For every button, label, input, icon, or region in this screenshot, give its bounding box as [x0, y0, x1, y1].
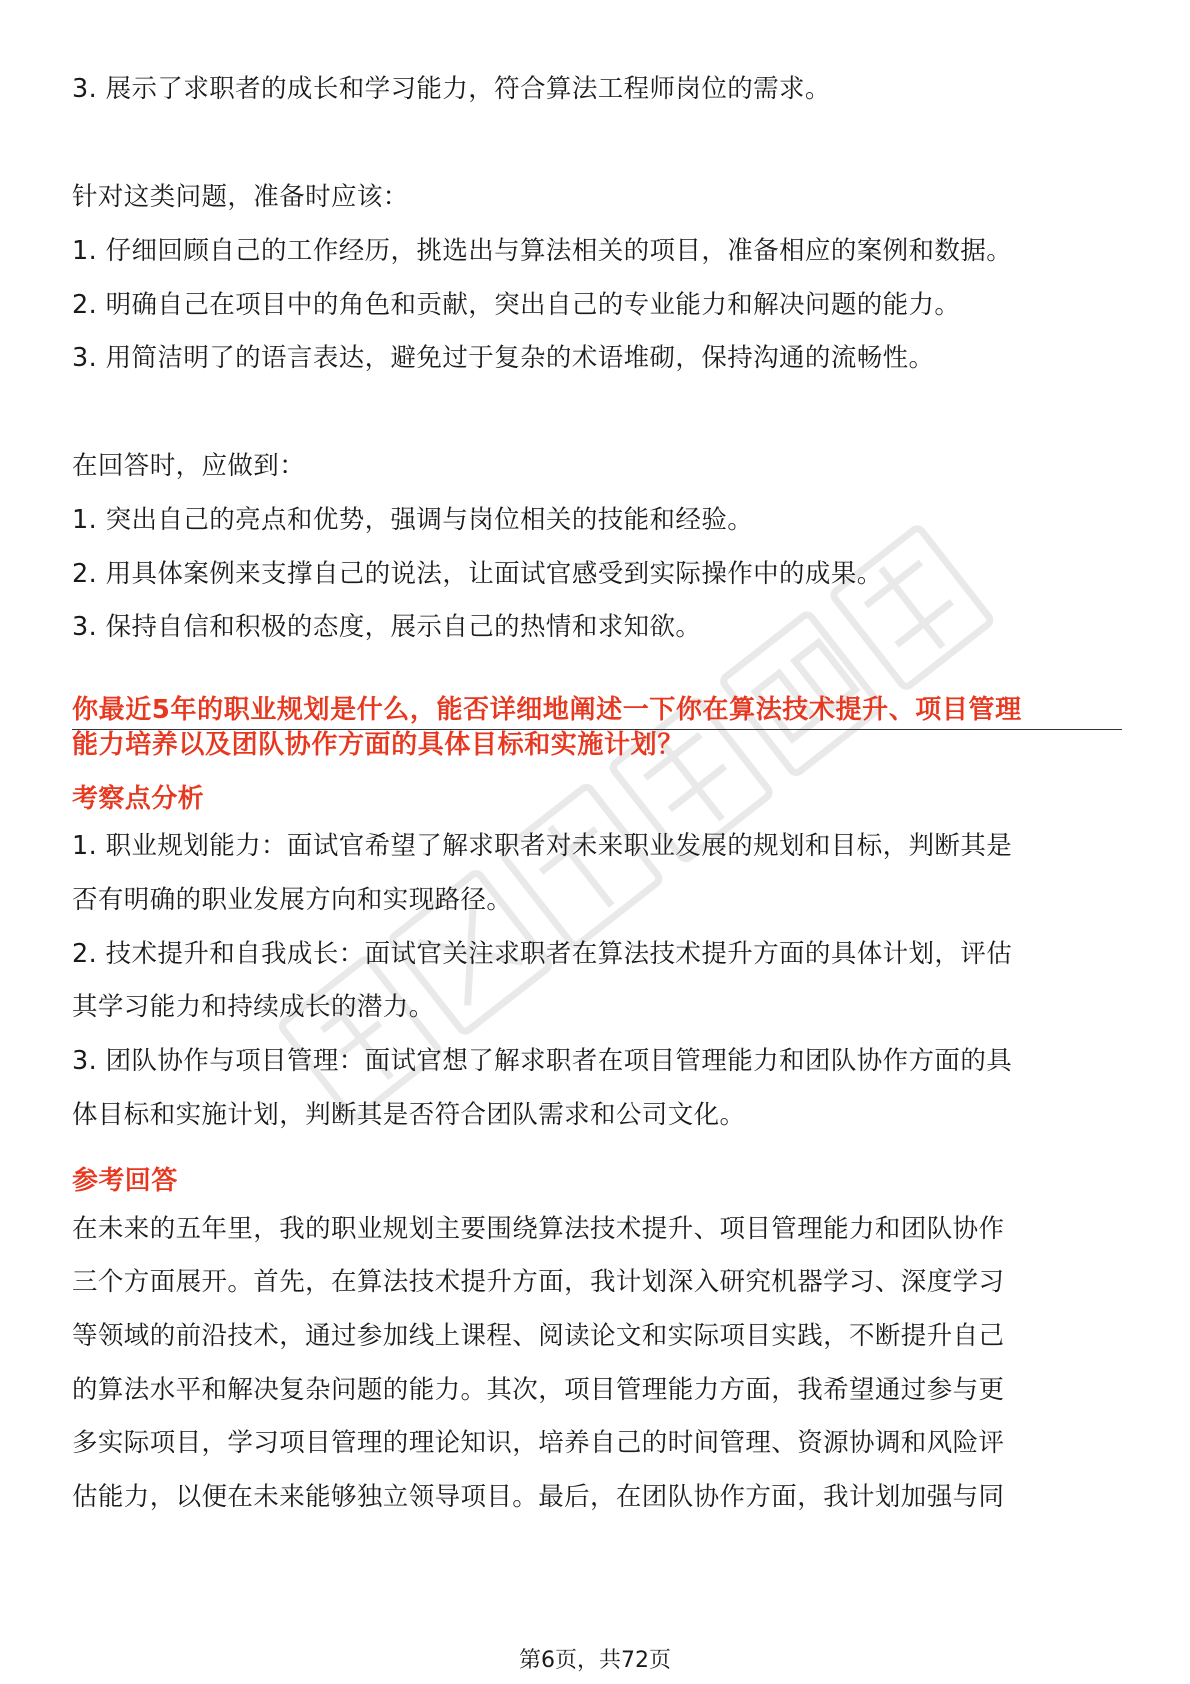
prep-item: 3. 用简洁明了的语言表达，避免过于复杂的术语堆砌，保持沟通的流畅性。 — [72, 343, 935, 373]
page-number: 第6页，共72页 — [519, 1648, 671, 1673]
intro-item: 3. 展示了求职者的成长和学习能力，符合算法工程师岗位的需求。 — [72, 74, 831, 104]
prep-item: 2. 明确自己在项目中的角色和贡献，突出自己的专业能力和解决问题的能力。 — [72, 290, 961, 320]
analysis-line: 1. 职业规划能力：面试官希望了解求职者对未来职业发展的规划和目标，判断其是 — [72, 831, 1013, 861]
section-divider — [72, 729, 1122, 730]
prep-title: 针对这类问题，准备时应该： — [72, 182, 409, 212]
reference-line: 多实际项目，学习项目管理的理论知识，培养自己的时间管理、资源协调和风险评 — [72, 1428, 1005, 1458]
analysis-line: 否有明确的职业发展方向和实现路径。 — [72, 885, 513, 915]
reference-line: 在未来的五年里，我的职业规划主要围绕算法技术提升、项目管理能力和团队协作 — [72, 1214, 1005, 1244]
answer-tip-item: 3. 保持自信和积极的态度，展示自己的热情和求知欲。 — [72, 612, 702, 642]
analysis-line: 2. 技术提升和自我成长：面试官关注求职者在算法技术提升方面的具体计划，评估 — [72, 939, 1013, 969]
answer-tips-title: 在回答时，应做到： — [72, 451, 306, 481]
reference-title: 参考回答 — [72, 1166, 178, 1196]
question-heading-line: 能力培养以及团队协作方面的具体目标和实施计划？ — [72, 730, 684, 760]
analysis-line: 体目标和实施计划，判断其是否符合团队需求和公司文化。 — [72, 1100, 746, 1130]
prep-item: 1. 仔细回顾自己的工作经历，挑选出与算法相关的项目，准备相应的案例和数据。 — [72, 236, 1013, 266]
analysis-line: 3. 团队协作与项目管理：面试官想了解求职者在项目管理能力和团队协作方面的具 — [72, 1046, 1013, 1076]
question-heading-line: 你最近5年的职业规划是什么，能否详细地阐述一下你在算法技术提升、项目管理 — [72, 695, 1022, 725]
analysis-line: 其学习能力和持续成长的潜力。 — [72, 992, 435, 1022]
answer-tip-item: 2. 用具体案例来支撑自己的说法，让面试官感受到实际操作中的成果。 — [72, 559, 883, 589]
analysis-title: 考察点分析 — [72, 784, 205, 814]
reference-line: 估能力，以便在未来能够独立领导项目。最后，在团队协作方面，我计划加强与同 — [72, 1482, 1005, 1512]
reference-line: 三个方面展开。首先，在算法技术提升方面，我计划深入研究机器学习、深度学习 — [72, 1267, 1005, 1297]
reference-line: 的算法水平和解决复杂问题的能力。其次，项目管理能力方面，我希望通过参与更 — [72, 1375, 1005, 1405]
reference-line: 等领域的前沿技术，通过参加线上课程、阅读论文和实际项目实践，不断提升自己 — [72, 1321, 1005, 1351]
answer-tip-item: 1. 突出自己的亮点和优势，强调与岗位相关的技能和经验。 — [72, 505, 754, 535]
